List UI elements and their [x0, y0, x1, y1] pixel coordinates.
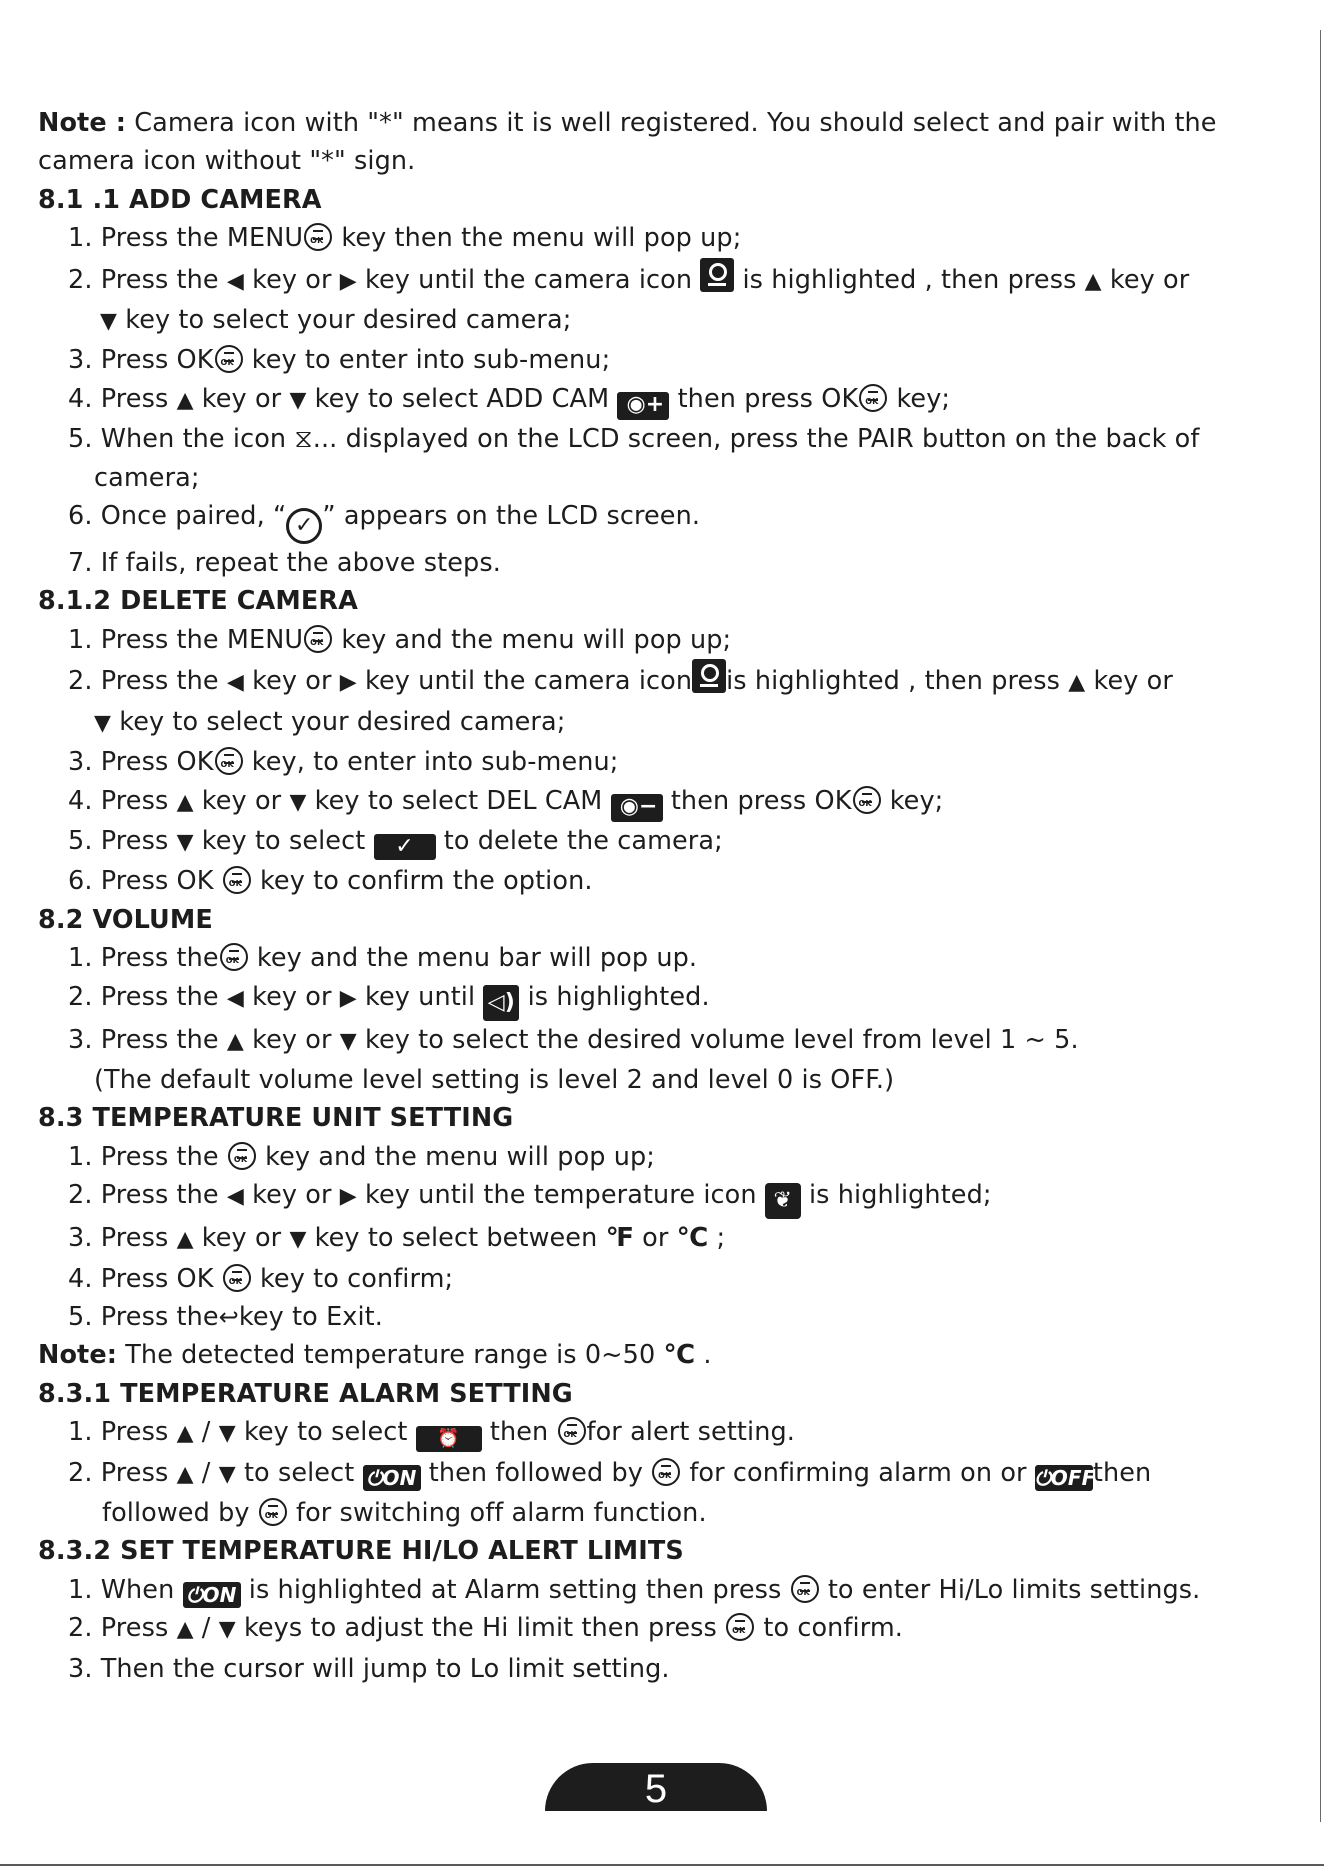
camera-icon [700, 258, 734, 292]
right-arrow-icon: ▶ [339, 670, 357, 696]
left-arrow-icon: ◀ [226, 268, 244, 294]
paired-check-icon: ✓ [286, 508, 322, 544]
add-camera-step-6: 6. Once paired, “ ✓ ” appears on the LCD screen. [38, 497, 1294, 544]
delete-camera-step-4: 4. Press ▲ key or ▼ key to select DEL CAM ◉− then press OKOK key; [38, 782, 1294, 822]
temp-alarm-step-2: 2. Press ▲ / ▼ to select ⏻ON then followed by OK for confirming alarm on or ⏻OFFthen [38, 1454, 1294, 1494]
right-arrow-icon: ▶ [339, 985, 357, 1011]
note-temperature-range: Note: The detected temperature range is 0~50 ℃ . [38, 1340, 712, 1371]
left-arrow-icon: ◀ [226, 670, 244, 696]
ok-menu-icon [215, 747, 243, 775]
hi-lo-step-2: 2. Press ▲ / ▼ keys to adjust the Hi limit then press OK to confirm. [38, 1609, 1294, 1649]
up-arrow-icon: ▲ [176, 789, 194, 815]
ok-menu-icon [791, 1575, 819, 1603]
add-camera-step-2: 2. Press the ◀ key or ▶ key until the camera icon is highlighted , then press ▲ key or [38, 258, 1294, 301]
volume-default-note: (The default volume level setting is level 2 and level 0 is OFF.) [94, 1064, 895, 1095]
delete-camera-step-5: 5. Press ▼ key to select ✓ to delete the camera; [68, 825, 723, 859]
ok-menu-icon [853, 786, 881, 814]
alarm-on-badge: ⏻ON [183, 1582, 241, 1608]
left-arrow-icon: ◀ [226, 1184, 244, 1210]
volume-step-1: 1. Press theOK key and the menu bar will pop up. [38, 939, 1294, 977]
page-edge-right-rule [1320, 30, 1321, 1822]
note-registered-camera: Note : Camera icon with "*" means it is well registered. You should select and pair with the [38, 108, 1217, 138]
up-arrow-icon: ▲ [176, 387, 194, 413]
thermometer-icon: ❦ [765, 1183, 801, 1219]
celsius-symbol: ℃ [676, 1223, 709, 1254]
down-arrow-icon: ▼ [218, 1421, 236, 1447]
ok-menu-icon [223, 1264, 251, 1292]
delete-camera-icon: ◉− [611, 794, 663, 822]
temp-unit-step-4: 4. Press OK OK key to confirm; [38, 1260, 1294, 1298]
ok-menu-icon [304, 223, 332, 251]
note-registered-camera-cont: camera icon without "*" sign. [38, 146, 416, 177]
page-number-tab: 5 [545, 1763, 767, 1811]
hi-lo-step-1: 1. When ⏻ON is highlighted at Alarm setting then press OK to enter Hi/Lo limits settings. [38, 1571, 1294, 1609]
add-camera-step-4: 4. Press ▲ key or ▼ key to select ADD CAM ◉+ then press OKOK key; [38, 380, 1294, 420]
delete-camera-step-2: 2. Press the ◀ key or ▶ key until the camera icon is highlighted , then press ▲ key or [38, 659, 1294, 702]
ok-menu-icon [304, 625, 332, 653]
manual-page-content [38, 104, 1294, 1688]
right-arrow-icon: ▶ [339, 1184, 357, 1210]
down-arrow-icon: ▼ [218, 1461, 236, 1487]
right-arrow-icon: ▶ [339, 268, 357, 294]
left-arrow-icon: ◀ [226, 985, 244, 1011]
hi-lo-step-3: 3. Then the cursor will jump to Lo limit setting. [68, 1653, 670, 1684]
ok-menu-icon [223, 866, 251, 894]
up-arrow-icon: ▲ [1084, 268, 1102, 294]
down-arrow-icon: ▼ [176, 829, 194, 855]
ok-menu-icon [259, 1498, 287, 1526]
down-arrow-icon: ▼ [100, 309, 118, 335]
ok-menu-icon [558, 1417, 586, 1445]
delete-camera-step-1: 1. Press the MENUOK key and the menu will pop up; [38, 621, 1294, 659]
up-arrow-icon: ▲ [226, 1028, 244, 1054]
add-camera-step-2-cont: ▼ key to select your desired camera; [100, 305, 572, 336]
hourglass-icon: ⧖ [294, 424, 313, 455]
down-arrow-icon: ▼ [289, 1227, 307, 1253]
ok-menu-icon [220, 943, 248, 971]
add-camera-step-5-cont: camera; [94, 462, 200, 493]
volume-step-3: 3. Press the ▲ key or ▼ key to select the desired volume level from level 1 ~ 5. [68, 1024, 1079, 1055]
down-arrow-icon: ▼ [339, 1028, 357, 1054]
add-camera-step-1: 1. Press the MENUOK key then the menu will pop up; [38, 219, 1294, 257]
microphone-back-icon: ↩ [218, 1302, 239, 1331]
up-arrow-icon: ▲ [176, 1617, 194, 1643]
temp-unit-step-2: 2. Press the ◀ key or ▶ key until the temperature icon ❦ is highlighted; [38, 1176, 1294, 1219]
heading-temperature-unit: 8.3 TEMPERATURE UNIT SETTING [38, 1103, 514, 1134]
alarm-off-badge: ⏻OFF [1034, 1465, 1096, 1490]
heading-hi-lo-limits: 8.3.2 SET TEMPERATURE HI/LO ALERT LIMITS [38, 1536, 684, 1567]
delete-camera-step-2-cont: ▼ key to select your desired camera; [94, 706, 566, 737]
down-arrow-icon: ▼ [289, 387, 307, 413]
add-camera-step-7: 7. If fails, repeat the above steps. [68, 548, 501, 579]
down-arrow-icon: ▼ [218, 1617, 236, 1643]
ok-menu-icon [726, 1613, 754, 1641]
page-edge-bottom-rule [0, 1864, 1324, 1866]
heading-volume: 8.2 VOLUME [38, 904, 213, 935]
fahrenheit-symbol: ℉ [605, 1223, 634, 1254]
add-camera-step-3: 3. Press OKOK key to enter into sub-menu; [38, 341, 1294, 379]
alarm-icon: ⏰ [416, 1426, 482, 1452]
speaker-icon: ◁) [483, 985, 519, 1021]
up-arrow-icon: ▲ [176, 1227, 194, 1253]
volume-step-2: 2. Press the ◀ key or ▶ key until ◁) is highlighted. [38, 978, 1294, 1021]
up-arrow-icon: ▲ [1068, 670, 1086, 696]
ok-menu-icon [228, 1142, 256, 1170]
heading-temperature-alarm: 8.3.1 TEMPERATURE ALARM SETTING [38, 1378, 573, 1409]
up-arrow-icon: ▲ [176, 1421, 194, 1447]
ok-menu-icon [859, 384, 887, 412]
up-arrow-icon: ▲ [176, 1461, 194, 1487]
temp-unit-step-3: 3. Press ▲ key or ▼ key to select between ℉ or ℃ ; [68, 1223, 726, 1254]
add-camera-step-5: 5. When the icon ⧖... displayed on the LCD screen, press the PAIR button on the back of [68, 424, 1200, 455]
down-arrow-icon: ▼ [289, 789, 307, 815]
temp-unit-step-1: 1. Press the OK key and the menu will pop up; [38, 1138, 1294, 1176]
delete-camera-step-6: 6. Press OK OK key to confirm the option. [38, 862, 1294, 900]
add-camera-icon: ◉+ [617, 392, 669, 420]
temp-alarm-step-2-cont: followed by OK for switching off alarm function. [38, 1494, 1294, 1532]
temp-unit-step-5: 5. Press the↩key to Exit. [68, 1301, 383, 1332]
heading-delete-camera: 8.1.2 DELETE CAMERA [38, 586, 358, 617]
camera-icon [692, 659, 726, 693]
delete-camera-step-3: 3. Press OKOK key, to enter into sub-menu; [38, 743, 1294, 781]
heading-add-camera: 8.1 .1 ADD CAMERA [38, 184, 322, 215]
ok-menu-icon [215, 345, 243, 373]
temp-alarm-step-1: 1. Press ▲ / ▼ key to select ⏰ then OKfor alert setting. [38, 1413, 1294, 1453]
ok-menu-icon [652, 1458, 680, 1486]
down-arrow-icon: ▼ [94, 710, 112, 736]
alarm-on-badge: ⏻ON [363, 1465, 421, 1491]
confirm-check-icon: ✓ [374, 834, 436, 860]
